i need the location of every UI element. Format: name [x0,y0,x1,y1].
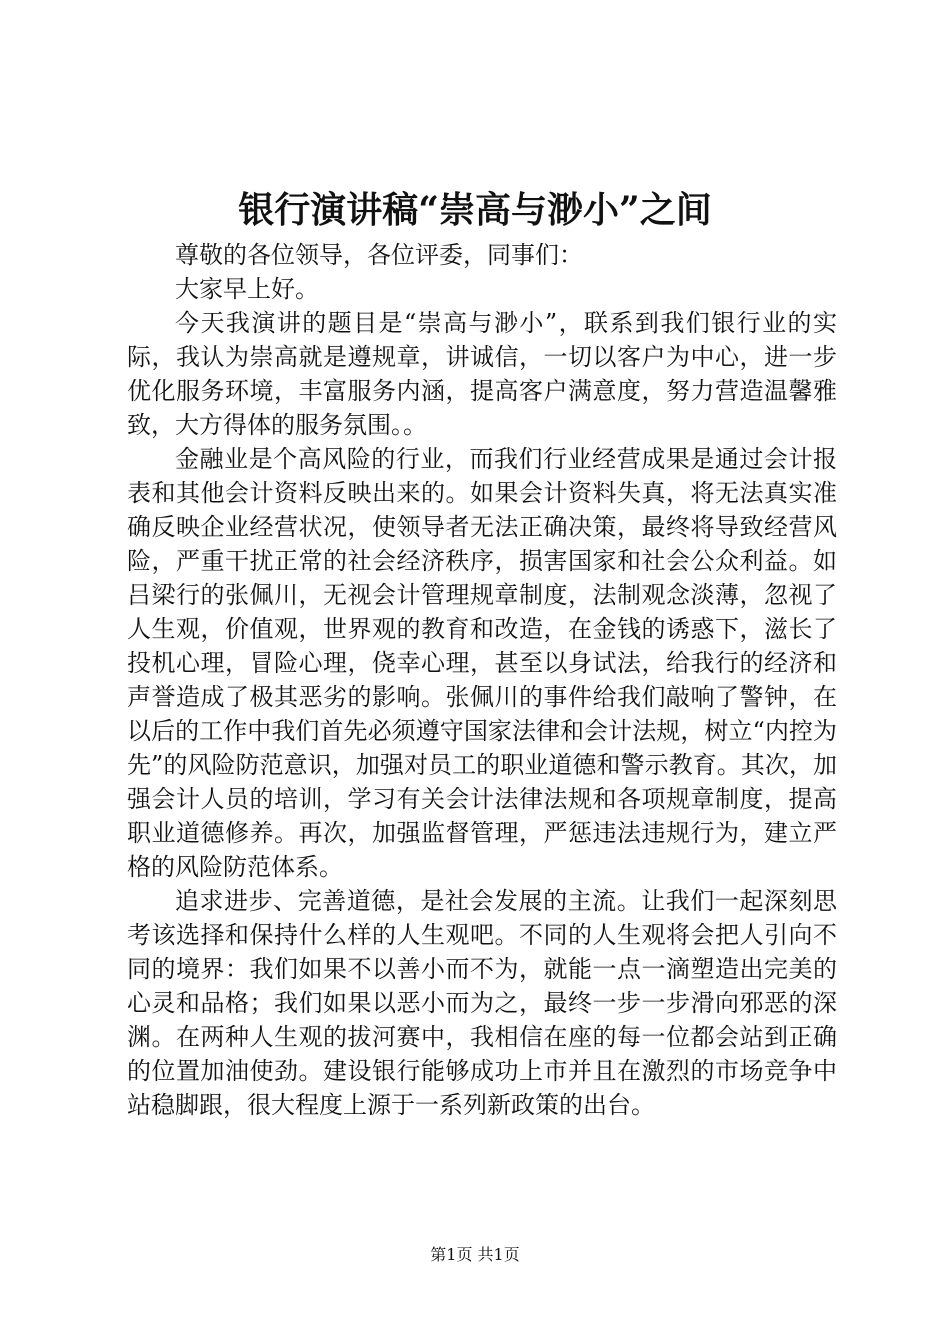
paragraph-topic: 今天我演讲的题目是“崇高与渺小”，联系到我们银行业的实际，我认为崇高就是遵规章，讲诚信，一切以客户为中心，进一步优化服务环境，丰富服务内涵，提高客户满意度，努力营造温馨雅致，大方得体的服务氛围。。 [127,309,837,439]
paragraph-conclusion: 追求进步、完善道德，是社会发展的主流。让我们一起深刻思考该选择和保持什么样的人生观吧。不同的人生观将会把人引向不同的境界：我们如果不以善小而不为，就能一点一滴塑造出完美的心灵和品格；我们如果以恶小而为之，最终一步一步滑向邪恶的深渊。在两种人生观的拔河赛中，我相信在座的每一位都会站到正确的位置加油使劲。建设银行能够成功上市并且在激烈的市场竞争中站稳脚跟，很大程度上源于一系列新政策的出台。 [127,887,837,1119]
paragraph-greeting: 尊敬的各位领导，各位评委，同事们： [175,241,583,269]
paragraph-morning: 大家早上好。 [175,275,319,303]
page-footer: 第1页 共1页 [430,1245,520,1264]
paragraph-risk: 金融业是个高风险的行业，而我们行业经营成果是通过会计报表和其他会计资料反映出来的。如果会计资料失真，将无法真实准确反映企业经营状况，使领导者无法正确决策，最终将导致经营风险，严重干扰正常的社会经济秩序，损害国家和社会公众利益。如吕梁行的张佩川，无视会计管理规章制度，法制观念淡薄，忽视了人生观，价值观，世界观的教育和改造，在金钱的诱惑下，滋长了投机心理，冒险心理，侥幸心理，甚至以身试法，给我行的经济和声誉造成了极其恶劣的影响。张佩川的事件给我们敲响了警钟，在以后的工作中我们首先必须遵守国家法律和会计法规，树立“内控为先”的风险防范意识，加强对员工的职业道德和警示教育。其次，加强会计人员的培训，学习有关会计法律法规和各项规章制度，提高职业道德修养。再次，加强监督管理，严惩违法违规行为，建立严格的风险防范体系。 [127,445,837,881]
document-body [127,238,837,1122]
page-title: 银行演讲稿“崇高与渺小”之间 [238,189,712,231]
